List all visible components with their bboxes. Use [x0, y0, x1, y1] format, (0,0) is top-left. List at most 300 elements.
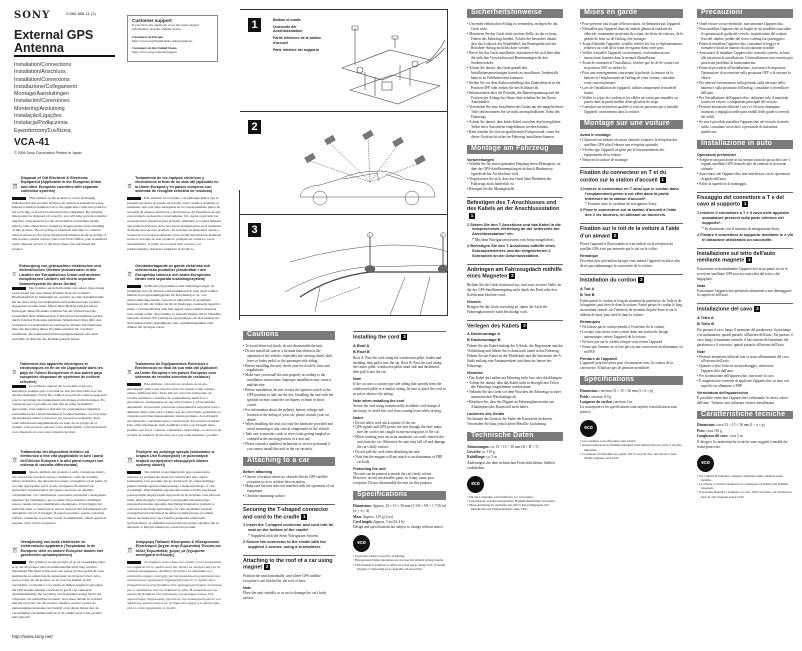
figure-reference-badge: 3: [756, 306, 759, 312]
spec-value: environ 110 g: [591, 394, 612, 399]
english-instructions-column-2: [353, 326, 446, 571]
support-us-link[interactable]: http://www.sony.com/navsupport: [132, 50, 177, 55]
weee-text: Ten symbol na produkcie lub jego opakowaniu oznacza, że produkt nie może być traktowany jako odpad komunalny, lecz powinno się go dostarczyć do odpowiedniego punktu zbiórki sprzętu elektrycznego i elektronicznego, w celu recyklingu. Odpowiednie zagospodarowanie wyrobu zapobiega potencjalnym negatywnym wpływom na środowisko oraz zdrowie ludzi, jakie mogłyby wystąpić w przypadku niewłaściwego zagospodarowania odpadów. Recykling materiałów pomoże w ochronie środowiska naturalnego. W celu uzyskania bardziej szczegółowych informacji na temat recyklingu tego produktu, należy skontaktować się z lokalną jednostką samorządu terytorialnego, ze służbami zagospodarowywania odpadów lub ze sklepem, w którym zakupiony został ten produkt.: [127, 470, 221, 530]
footnote: * Fournie avec le système de navigation Sony.: [585, 202, 658, 207]
note-label: Hinweis: [467, 299, 481, 304]
language-item: Installation/Connexions: [14, 76, 70, 83]
step-list: [243, 523, 335, 550]
crossed-bin-icon: [127, 540, 133, 560]
paragraph: Place the unit carefully so as not to damage the car's body surface.: [243, 590, 327, 600]
language-list: [14, 62, 77, 135]
step-item: B Roof B: [353, 348, 370, 354]
spec-key: Dimensioni:: [697, 423, 716, 428]
spec-row: [467, 455, 563, 460]
weee-body: [12, 196, 107, 251]
weee-text: Symbolen på produkten eller emballaget anger att produkten inte får hanteras som hushållsavfall. Den skall i stället lämnas in på uppsamlingsplats för återvinning av el- och elektronikkomponenter. Genom att säkerställa att produkten hanteras på rätt sätt bidrar du till att förebygga eventuella negativa miljö- och hälsoeffekter som kan uppstå om produkten kasseras som vanligt avfall. Återvinning av material hjälper till att bibehålla naturens resurser. För ytterligare upplysningar om återvinning bör du kontakta lokala myndigheter eller sophämtningstjänst eller affären där du köpte varan.: [127, 284, 221, 330]
paragraph: If the car uses a curtain type side airbag that spreads from the windscreen pillar or a similar airbag, be sure to place the cord so as not to obstruct the airbag.: [353, 382, 446, 396]
weee-body: [127, 470, 222, 530]
weee-title: Verwijdering van oude elektrische en elektronische apparaten (Toepasbaar in de Europese Unie en andere Europese landen met gescheiden ophaalsystemen): [20, 540, 104, 558]
bullet-item: • Lors de l'installation de l'appareil, utilisez uniquement le matériel fourni.: [580, 86, 683, 96]
language-item: Instalação/Ligações: [14, 113, 62, 120]
figure-reference-badge: 3: [403, 334, 406, 339]
spec-row: [467, 450, 563, 455]
subsection-heading: [580, 223, 683, 239]
bullet-item: • Notez que l'aimant ne se fixe pas sur une carrosserie en aluminium ou en FRP.: [580, 345, 683, 355]
bullet-item: • To avoid electrical shock, do not disassemble the unit.: [243, 344, 335, 349]
spec-row: [580, 389, 683, 394]
paragraph: Position the unit horizontally, and where GPS satellite reception is not blocked by the roof or boot.: [243, 574, 321, 584]
weee-notice: [127, 362, 222, 437]
note-label: Note: [697, 349, 706, 354]
spec-value: Approx. 110 g (4 oz): [362, 514, 393, 519]
step-list: [580, 287, 683, 298]
spec-value: circa 5 m: [729, 434, 743, 439]
bullet-item: • Beachten Sie, dass der Magnet an Fahrzeugkarosserien aus Aluminium oder Kunststoff nicht haftet.: [467, 400, 563, 410]
bullet-item: • When installing the unit, use only the hardware provided and avoid mounting to any critical components of the vehicle.: [243, 422, 335, 432]
bullet-item: • GPS signals and GPS power are sent through the unit; make sure the cord is not caught in any moving parts of the car.: [353, 425, 446, 435]
weee-body: [127, 284, 222, 330]
weee-notice: [12, 540, 107, 620]
weee-body: [12, 560, 107, 620]
specifications-list: [353, 504, 446, 525]
weee-title: Entsorgung von gebrauchten elektrischen und elektronischen Geräten (anzuwenden in den Ländern der Europäischen Union und anderen europäischen Ländern mit einem separaten Sammelsystem für diese Geräte): [19, 264, 101, 286]
bullet-item: • N'installez pas l'appareil dans un endroit gênant la conduite du véhicule, notamment au niveau du volant, du levier de vitesses, de la pédale de frein ou de l'airbag côté passager.: [580, 27, 683, 42]
eco-info: [353, 535, 446, 571]
section-heading: Technische Daten: [467, 432, 563, 441]
spec-value: circa 33 × 15 × 36 mm (l × a × p): [716, 423, 765, 428]
bullet-item: • Pour prévenir tout risque d'électrocution, ne démontez pas l'appareil.: [580, 22, 683, 27]
section-heading: Attaching to a car: [243, 457, 335, 466]
spec-key: Cord length:: [353, 519, 373, 524]
weee-header: [127, 450, 222, 470]
paragraph: Faites passer le cordon le long du montant du pare-brise, de l'aile et de la baguette, puis tirez-le dans la voiture. Faites passer le cordon le long du montant central, sur l'intérieur du montant du pare-brise et sur le tableau de bord, puis tirez-le dans la voiture.: [580, 298, 682, 318]
figure-reference-badge: 2: [511, 273, 514, 279]
weee-text: Questo simbolo sul prodotto o sulla confezione indica che il prodotto non deve essere considerato come un normale rifiuto domestico, ma deve invece essere consegnato ad un punto di raccolta appropriato per il riciclo di apparecchi elettrici ed elettronici. Assicurandovi che questo prodotto sia smaltito correttamente, voi contribuirete a prevenire potenziali conseguenze negative per l'ambiente e per la salute che potrebbero altrimenti essere causate dal suo smaltimento inadeguato. Il riciclaggio dei materiali aiuta a conservare le risorse naturali. Per informazioni più dettagliate circa il riciclaggio di questo prodotto, potete contattare l'ufficio comunale, il servizio locale di smaltimento rifiuti oppure il negozio dove l'avete acquistato.: [12, 470, 107, 525]
cradle-illustration: [330, 20, 445, 110]
bullet-item: • When washing your car in an automatic car wash, remove the unit from the car. Otherwise the unit may fall off and damage the car's body surface.: [353, 435, 446, 450]
bullet-item: • Bevor Sie das Gerät installieren, informieren Sie sich bitte über die örtlichen Vorschriften und Bestimmungen für den Straßenverkehr.: [467, 51, 563, 66]
step-list: [353, 344, 446, 355]
bullet-item: • Nehmen Sie das Gerät vor dem Waschen des Fahrzeugs in einer automatischen Waschanlage ab.: [467, 390, 563, 400]
bullet-item: • Per la rimozione dell'apparecchio, non tirare il cavo.: [697, 374, 793, 379]
spec-key: Kabellänge:: [467, 455, 486, 460]
title-divider: [14, 55, 115, 57]
eco-item: • Lead-free solder is used for soldering.: [353, 554, 446, 558]
spec-key: Peso:: [697, 428, 706, 433]
callout-a: A: [368, 233, 371, 238]
subsection-heading: [580, 167, 683, 183]
weee-text: Este símbolo, colocado no produto ou na sua embalagem, indica que este não deve ser tratado como resíduo urbano indiferenciado. Deve sim ser colocado num ponto de recolha destinado a resíduos de equipamentos eléctricos e electrónicos. Assegurando-se que este produto é correctamente depositado, irá prevenir potenciais consequências negativas para o ambiente bem como para a saúde, que de outra forma poderiam ser causadas pelo mau manuseamento destes produtos. A reciclagem dos materiais contribuirá para a conservação dos recursos naturais. Para obter informação mais detalhada sobre a reciclagem deste produto, por favor contacte o município onde reside, os serviços de recolha de resíduos da sua área ou a loja onde adquiriu o produto.: [127, 382, 222, 437]
copyright: © 2006 Sony Corporation Printed in Japan: [14, 151, 82, 155]
language-item: Montering/Anslutning: [14, 105, 65, 112]
bullet-list: [580, 22, 683, 115]
paragraph: Bringen Sie das Gerät vorsichtig an, damit der Lack der Fahrzeugkarosserie nicht beschädigt wird.: [467, 304, 548, 314]
step-item: B Dachmontage B: [467, 337, 501, 343]
bullet-item: • Prestare attenzione affinché i cavi o i fili non rimangano incastrati o impigliati nelle parti mobili delle guide scorrevoli dei sedili.: [697, 105, 793, 120]
eco-item: • Für die Lötpunkte wird bleifreies Lot verwendet.: [467, 495, 563, 499]
bullet-item: • Achten Sie darauf, dass das Kabel nicht in beweglichen Teilen des Fahrzeugs eingeklemmt werden kann.: [467, 381, 563, 391]
eco-list: [467, 495, 563, 512]
paragraph: Sie können das Gerät in der Farbe der Karosserie lackieren. Verwenden Sie dazu jedoch keine Metallic-Lackierung.: [467, 416, 553, 426]
support-intro: If you have any questions or for the latest support information, visit the website below:: [132, 23, 200, 32]
weee-body: [127, 196, 222, 251]
support-us-label: Customers in the United States: [132, 46, 177, 51]
bullet-item: • Do not allow cord slack outside of the car.: [353, 421, 446, 426]
figure-label: Parte inferiore del supporto: [273, 47, 319, 52]
bullet-item: • Quando si lava l'auto in un autolavaggio, rimuovere l'apparecchio dall'auto.: [697, 364, 793, 374]
eco-item: • Per i giunti di saldatura, vengono utilizzate leghe saldanti senza piombo.: [697, 474, 793, 482]
subsection-heading: [697, 192, 793, 208]
weee-notice: [127, 450, 222, 530]
figure-label: Bottom of cradle: [273, 18, 301, 22]
crossed-bin-icon: [12, 450, 17, 470]
note-label: Note when installing the cord: [353, 398, 405, 403]
bullet-item: • Make sure the unit does not interfere with the operation of car equipment.: [243, 484, 335, 494]
spec-key: Gewicht:: [467, 450, 481, 455]
bullet-item: • Um einen elektrischen Schlag zu vermeiden, zerlegen Sie das Gerät nicht.: [467, 22, 563, 32]
bullet-item: • Reinigen Sie die Montagestelle.: [467, 187, 563, 192]
figure-reference-badge: 1: [470, 212, 474, 218]
spec-value: ca. 110 g: [481, 450, 495, 455]
bullet-item: • Scegliere una posizione in cui nessun ostacolo possa bloccare i segnali satellitari GPS in modo tale da ottenere la ricezione ottimale.: [697, 158, 793, 173]
bullet-item: • Prima di installare l'apparecchio, consultare le leggi e le normative locali in materia di circolazione stradale.: [697, 42, 793, 52]
bullet-item: • Consultez un technicien qualifié si vous ne parvenez pas à installer l'appareil correctement dans la voiture.: [580, 105, 683, 115]
paragraph: Posizionare orizzontalmente l'apparecchio in un punto in cui la ricezione satellitare GPS non sia ostacolata dal tetto o dal bagagliaio.: [697, 266, 788, 281]
eco-list: [697, 474, 793, 499]
eco-info: [580, 420, 683, 460]
italian-instructions-column: [697, 4, 793, 499]
weee-text: This symbol on the product or on its packaging indicates that this product shall not be treated as household waste. Instead it shall be handed over to the applicable collection point for the recycling of electrical and electronic equipment. By ensuring this product is disposed of correctly, you will help prevent potential negative consequences for the environment and human health, which could otherwise be caused by inappropriate waste handling of this product. The recycling of materials will help to conserve natural resources. For more detailed information about recycling of this product, please contact your local Civic Office, your household waste disposal service or the shop where you purchased the product.: [12, 196, 107, 251]
bullet-item: • Pulire la superficie di montaggio.: [697, 182, 793, 187]
subsection-heading: [243, 555, 335, 571]
footnote: * Supplied with the Sony Navigation System.: [248, 534, 320, 539]
sony-logo: SONY: [14, 10, 51, 21]
bullet-item: • Avant d'installer l'appareil, veuillez vérifier les lois et réglementations relatives au code de la route en vigueur dans votre pays.: [580, 42, 683, 52]
eco-info-logo: eco: [697, 455, 714, 472]
weee-black-bar: [12, 561, 26, 564]
bullet-item: • Avant de commencer l'installation, vérifiez que la clé de contact est en position OFF ou retirez-la.: [580, 61, 683, 71]
bullet-item: • Clean the mounting surface.: [243, 494, 335, 499]
bullet-item: • Make sure you install the unit properly according to the installation instructions. Improper installation may cause a malfunction.: [243, 373, 335, 388]
eco-info-logo: eco: [467, 476, 484, 493]
weee-header: [127, 176, 222, 196]
paragraph: Secure the cord using commercially available cord clamps if necessary, to avoid the cord from coming loose while driving.: [353, 403, 442, 413]
eco-item: • Le schede a circuiti stampati non contengono ritardanti alla fiamma alogenati.: [697, 482, 793, 490]
bullet-item: • Onde evitare scosse elettriche, non smontare l'apparecchio.: [697, 22, 793, 27]
bullet-item: • Choose a location where no obstacle blocks GPS satellite reception so as to achieve best reception.: [243, 475, 335, 485]
figure-box: [240, 9, 448, 316]
subsection-title: Installing the cord: [353, 334, 400, 341]
weee-body: [12, 384, 107, 435]
subsection-heading: [243, 504, 335, 520]
bullet-item: • Assicurarsi che l'apparecchio non interferisca con le operazioni di guida dell'auto.: [697, 172, 793, 182]
bullet-item: • Verwenden Sie zum Installieren des Geräts nur die mitgelieferten Teile und montieren Sie sie nicht an empfindlichen Teilen des Fahrzeugs.: [467, 105, 563, 120]
weee-header: [127, 540, 222, 560]
figure-label: Unterseite der Anschlussstation: [273, 24, 303, 34]
step-list: [467, 223, 563, 259]
bullet-item: • Achten Sie darauf, das Gerät gemäß den Installationsanweisungen korrekt zu installieren. Andernfalls kann es zu Fehlfunktionen kommen.: [467, 66, 563, 81]
weee-title: Tratamiento de los equipos eléctricos y electrónicos al final de su vida útil (aplicable en la Unión Europea y en países europeos con sistemas de recogida selectiva de residuos): [135, 176, 219, 194]
spec-key: Poids :: [580, 394, 591, 399]
english-instructions-column: [243, 326, 335, 603]
crossed-bin-icon: [127, 450, 133, 470]
weee-black-bar: [12, 287, 26, 290]
bullet-item: • Before installation, be sure to turn the ignition switch to the OFF position or take out the key. Installing the unit with the ignition on may cause the car battery to drain or short circuit.: [243, 388, 335, 408]
figure-reference-badge: 3: [523, 322, 526, 328]
specifications-list: [697, 423, 793, 439]
spec-value: ca. 5 m: [486, 455, 497, 460]
step-item: A Tetto A: [697, 315, 714, 321]
figure-reference-badge: 2: [748, 257, 751, 263]
step-list: [580, 187, 683, 218]
bullet-list: [467, 22, 563, 140]
bullet-list: [243, 475, 335, 500]
weee-notice: [127, 540, 222, 611]
bullet-list: [697, 355, 793, 389]
step-item: A Dachmontage A: [467, 331, 501, 337]
eco-info: [697, 455, 793, 499]
section-heading: Montage am Fahrzeug: [467, 145, 563, 154]
figure-reference-badge: 1: [743, 201, 747, 207]
bullet-item: • Choisissez un endroit où aucun obstacle n'entrave la réception des satellites GPS afin d'obtenir une réception optimale.: [580, 138, 683, 148]
paragraph: La conception et les spécifications sont sujettes à modification sans préavis.: [580, 405, 677, 415]
step-item: B Tetto B: [697, 321, 714, 327]
spec-value: Approx. 33 × 15 × 36 mm (1 3/8 × 5/8 × 1 7/16 in) (w × h × d): [353, 504, 446, 514]
weee-body: [127, 560, 222, 611]
language-item: Montage/Aansluitingen: [14, 91, 69, 98]
bullet-item: • Montieren Sie das Gerät nicht an einer Stelle, an der es beim Fahren des Fahrzeugs hindert. Achten Sie besonders darauf, dass das Lenkrad, der Schalthebel, das Bremspedal und der Beifahrer-Airbag nicht blockiert werden.: [467, 32, 563, 52]
weee-body: [12, 470, 107, 525]
bullet-item: • Wählen Sie für einen optimalen Empfang einen Montageort, an dem der GPS-Satellitenempfang nicht durch Hindernisse irgendwelcher Art blockiert wird.: [467, 162, 563, 177]
section-heading: Montage sur une voiture: [580, 120, 683, 129]
language-item: Installation/Connections: [14, 62, 72, 68]
figure-reference-badge: 2: [613, 232, 617, 238]
subsection-title: Fixation sur le toit de la voiture à l'aide d'un aimant: [580, 226, 680, 239]
spec-value: environ 33 × 15 × 36 mm (l × h × p): [600, 389, 654, 394]
title-line-2: Antenna: [14, 41, 64, 55]
weee-notice: [127, 264, 222, 330]
spec-key: Lunghezza del cavo:: [697, 434, 729, 439]
step-item: 2 Fissare il connettore al supporto mediante le 2 viti in dotazione utilizzando un cacciavite.: [697, 231, 793, 242]
bullet-item: • Non installare l'apparecchio in luoghi in cui potrebbe ostacolare le operazioni di guida del veicolo, in particolare del volante, leva del cambio, pedale del freno o airbag lato passeggero.: [697, 27, 793, 42]
eco-item: • This manual is printed on 100% recycled paper using VOC (Volatile Organic Compound)-free vegetable oil-based ink.: [353, 563, 446, 571]
weee-notice: [127, 176, 222, 251]
paragraph: Führen Sie das Kabel entlang der A-Säule, der Regenrinne und der Verkleidung und führen Sie es dann nach innen in das Fahrzeug. Führen Sie das Kabel an der Mittelsäule und der Innenseite der A-Säule entlang zum Armaturenbrett und dann ins Innere des Fahrzeugs.: [467, 344, 563, 368]
bullet-item: • For information about the polarity, battery voltage and location of the airbag of your car, please consult your car dealer.: [243, 408, 335, 423]
spec-row: [697, 434, 793, 439]
step-item: 1 Inserire il connettore a T e il cavo nelle apposite scanalature presenti sulla parte inferiore del supporto*.: [697, 210, 789, 226]
weee-black-bar: [127, 383, 141, 386]
specifications-list: [467, 445, 563, 461]
crossed-bin-icon: [127, 362, 132, 382]
subsection-heading: [580, 274, 683, 284]
bullet-item: • Note that the magnet will not attach to an aluminium or FRP car body.: [353, 455, 446, 465]
spec-row: [697, 429, 793, 434]
eco-item: • Diese Anleitung ist gedruckt auf 100 % Recyclingpapier mit Druckfarbe auf Pflanzenölbasis ohne VOC.: [467, 503, 563, 511]
eco-item: • Aucun retardateur de flamme halogéné n'est utilisé dans les cartes à circuits imprimés.: [580, 443, 683, 451]
support-title: Customer support: [132, 18, 172, 23]
subsection-heading: [697, 248, 793, 264]
subsection-title: Fixation du connecteur en T et du cordon sur la station d'accueil: [580, 170, 667, 184]
subsection-title: Securing the T-shaped connector and cord to the cradle: [243, 507, 329, 521]
note-label: Lackieren des Geräts: [467, 411, 505, 416]
subsection-title: Anbringen am Fahrzeugdach mithilfe eines Magneten: [467, 266, 562, 280]
figure-reference-badge: 3: [640, 276, 643, 282]
weee-notice: [12, 450, 107, 525]
weee-black-bar: [12, 471, 26, 474]
weee-title: Disposal of Old Electrical & Electronic Equipment (Applicable in the European Union and other European countries with separate collection systems): [20, 176, 102, 194]
document-title: [14, 29, 93, 55]
step-item: A Roof A: [353, 342, 370, 348]
bullet-list: [467, 162, 563, 191]
eco-list: [353, 554, 446, 571]
weee-body: [127, 382, 222, 437]
figure-reference-badge: 2: [265, 564, 269, 570]
figure-panel-2: [240, 112, 447, 215]
step-item: A Toit A: [580, 285, 595, 291]
weee-text: Το σύμβολο αυτό επάνω στο προϊόν ή στη συσκευασία του σημαίνει ότι το προϊόν αυτό δεν πρέπει να πεταχτεί μαζί με τα οικιακά απορρίμματα. Αντίθετα, θα πρέπει να παραδοθεί στο κατάλληλο σημείο συλλογής για την ανακύκλωση ηλεκτρικού και ηλεκτρονικού εξοπλισμού. Εξασφαλίζοντας ότι το προϊόν αυτό απορρίπτεται σωστά, βοηθάτε στην πρόληψη αρνητικών συνεπειών για το περιβάλλον και την ανθρώπινη υγεία. Η ανακύκλωση των υλικών θα βοηθήσει στη διατήρηση των φυσικών πόρων. Για περισσότερες πληροφορίες σχετικά με την ανακύκλωση αυτού του προϊόντος, επικοινωνήστε με τις δημοτικές αρχές ή το κατάστημα από το οποίο αγοράσατε το προϊόν.: [127, 560, 222, 610]
weee-black-bar: [127, 197, 141, 200]
note-label: Operazioni preliminari: [697, 152, 736, 157]
paragraph: È possibile verniciare l'apparecchio utilizzando lo stesso colore dell'auto. Tuttavia, non utilizzare vernice metallizzata.: [697, 395, 788, 405]
bullet-item: • Lorsque vous lavez votre voiture dans une station de lavage automatique, retirez l'appareil de la voiture.: [580, 330, 683, 340]
paragraph: Placez l'appareil à l'horizontale et à un endroit où la réception du satellite GPS n'est pas entravée par le toit ou le coffre.: [580, 242, 673, 252]
figure-number-1: 1: [248, 18, 261, 32]
bullet-item: • Vérifiez que l'appareil ne gêne pas le fonctionnement des équipements de la voiture.: [580, 148, 683, 158]
spec-row: [697, 423, 793, 428]
title-line-1: External GPS: [14, 28, 94, 42]
note-label: Hinweise: [467, 370, 483, 375]
note-label: Peinture de l'appareil: [580, 356, 618, 361]
roof-cord-illustration: [280, 217, 448, 315]
spec-row: [580, 395, 683, 400]
bullet-item: • Prestare attenzione affinché non vi siano allentamenti del cavo all'esterno dell'auto.: [697, 355, 793, 365]
note-label: Nota: [697, 283, 706, 288]
weee-title: Απόρριψη Παλαιού Ηλεκτρικού & Ηλεκτρονικού Εξοπλισμού (Ισχύει στην Ευρωπαϊκή Ένωση και άλλες Ευρωπαϊκές χώρες με ξεχωριστά συστήματα συλλογής): [135, 540, 221, 558]
paragraph: The unit can be painted to match the car's body colour. However, do not use metallic paint, as it may cause poor reception. Do not disassemble the unit for this purpose.: [353, 471, 435, 486]
footnote: * In dotazione con il sistema di navigazione Sony.: [702, 226, 781, 231]
figure-reference-badge: 1: [303, 513, 306, 519]
bullet-item: • Achten Sie darauf, dass keine Kabel zwischen den beweglichen Teilen einer Sitzschiene eingeklemmt werden können.: [467, 120, 563, 130]
step-item: 2 Befestigen Sie den T-Anschluss mithilfe eines Schraubenziehers und der mitgelieferten 2 Schrauben an der Anschlussstation.: [467, 243, 556, 258]
paragraph: Far passare il cavo lungo il montante del parabrezza, il parafango e la modanatura, quindi portarlo all'interno dell'auto. Far passare il cavo lungo il montante centrale, il lato interno del montante del parabrezza e il cruscotto, quindi portarlo all'interno dell'auto.: [697, 327, 793, 347]
subsection-title: Attaching to the roof of a car using magnet: [243, 557, 333, 571]
figure-number-3: 3: [248, 223, 261, 237]
spec-row: [353, 504, 446, 514]
bullet-item: • Do not install the unit in a location that obstructs the operation of the vehicle, especially the steering wheel, shift lever or brake pedal, or the passenger side airbag.: [243, 349, 335, 364]
eco-info-logo: eco: [580, 420, 597, 437]
bullet-item: • Prima di procedere all'installazione, assicurarsi di impostare l'interruttore di accensione sulla posizione OFF o di estrarre la chiave.: [697, 66, 793, 81]
step-item: 1 Insérez le connecteur en T ainsi que le cordon dans l'emplacement prévu à cet effet dans la partie inférieure de la station d'accueil*.: [580, 185, 679, 201]
paragraph: Design and specifications are subject to change without notice.: [353, 525, 444, 530]
bullet-list: [467, 376, 563, 410]
step-list: [697, 211, 793, 242]
section-heading: Caratteristiche tecniche: [697, 411, 793, 420]
weee-black-bar: [127, 471, 141, 474]
bullet-item: • Vergewissern Sie sich, dass das Gerät beim Bedienen des Fahrzeugs nicht hinderlich ist.: [467, 177, 563, 187]
bullet-list: [353, 421, 446, 465]
bullet-item: • Ne tirez pas sur le cordon lorsque vous retirez l'appareil.: [580, 340, 683, 345]
spec-key: Mass:: [353, 514, 363, 519]
spec-row: [353, 515, 446, 520]
weee-notice: [12, 176, 107, 251]
bullet-list: [697, 158, 793, 187]
crossed-bin-icon: [127, 264, 132, 284]
spec-row: [353, 520, 446, 525]
eco-item: • Il presente manuale è stampato su carta 100% riciclata con inchiostri a base di olio vegetale senza COV.: [697, 490, 793, 498]
eco-list: [580, 439, 683, 460]
bullet-item: • Stellen Sie vor dem Einbau unbedingt den Zündschlüssel in die Position OFF oder ziehen Sie den Schlüssel ab.: [467, 81, 563, 91]
sony-url-link[interactable]: http://www.sony.net/: [12, 634, 53, 639]
bullet-item: • Il magnete non consente di applicare l'apparecchio su auto con superfici in alluminio o FRP.: [697, 379, 793, 389]
footnote: * Mit dem Navigationssystem von Sony mitgeliefert.: [472, 238, 555, 243]
language-item: Εγκατάσταση/Συνδέσεις: [14, 127, 72, 134]
weee-notice: [12, 264, 107, 341]
bullet-item: • Se non è possibile installare l'apparecchio nel veicolo in modo saldo, consultare un tecnico o personale di assistenza qualificato.: [697, 120, 793, 135]
weee-black-bar: [127, 285, 141, 288]
weee-text: Este símbolo en el equipo o el embalaje indica que el presente producto no puede ser tratado como residuos domésticos normales, sino que debe entregarse en el correspondiente punto de recogida de equipos eléctricos y electrónicos. Al asegurarse de que este producto se desecha correctamente, Ud. ayuda a prevenir las consecuencias negativas para el medio ambiente y la salud humana que podrían derivarse de la incorrecta manipulación en el momento de deshacerse de este producto. El reciclaje de materiales ayuda a conservar los recursos naturales. Para recibir información detallada sobre el reciclaje de este producto, póngase en contacto con el ayuntamiento, el punto de recogida más cercano o el establecimiento donde ha adquirido el producto.: [127, 196, 222, 251]
weee-title: Omhändertagande av gamla elektriska och elektroniska produkter (Användbar i den Europeiska Unionen och andra Europeiska länder med separata insamlingssystem): [135, 264, 211, 282]
eco-item: • Halogenated flame retardants are not used in printed wiring boards.: [353, 558, 446, 562]
weee-header: [12, 264, 107, 286]
figure-panel-3: [240, 215, 447, 316]
language-item: Installation/Anschluss: [14, 69, 66, 76]
callout-b: B: [441, 233, 444, 238]
section-heading: Mises en garde: [580, 9, 683, 18]
weee-header: [12, 362, 107, 384]
subsection-heading: [467, 320, 563, 330]
note-label: Avant le montage: [580, 133, 611, 138]
bullet-item: • Veillez à installer l'appareil correctement, conformément aux instructions fournies dans le manuel d'installation.: [580, 51, 683, 61]
spec-row: [467, 445, 563, 450]
crossed-bin-icon: [12, 540, 18, 560]
bullet-item: • Veillez à ce que les cordons et les câbles ne soient pas emmêlés ou pincés dans la partie mobile d'une glissière de siège.: [580, 96, 683, 106]
weee-header: [127, 362, 222, 382]
bullet-item: • Before installing the unit, check your local traffic laws and regulations.: [243, 364, 335, 374]
language-item: Installazione/Collegamenti: [14, 83, 77, 90]
spec-key: Abmessungen:: [467, 444, 490, 449]
support-europe-link[interactable]: http://www.sonydigital-link.com/navigation/: [132, 38, 193, 43]
subsection-title: Befestigen des T-Anschlusses und des Kabels an der Anschlussstation: [467, 199, 560, 213]
spec-value: environ 5 m: [614, 399, 633, 404]
weee-black-bar: [12, 197, 26, 200]
weee-black-bar: [127, 561, 141, 564]
step-item: 1 Setzen Sie den T-Anschluss und das Kabel in die entsprechende Vertiefung an der Unterseite der Anschlussstation* ein.: [467, 221, 561, 237]
step-item: 1 Insert the T-shaped connector and cord into its seat on the bottom of the cradle*.: [243, 522, 334, 533]
note-label: Note: [353, 377, 362, 382]
bullet-list: [243, 344, 335, 452]
weee-body: [12, 286, 107, 341]
bullet-item: • Do not pull the cord when detaching the unit.: [353, 450, 446, 455]
spec-value: ca. 33 × 15 × 36 mm (B × H × T): [490, 444, 539, 449]
note-label: Vorbereitungen: [467, 157, 494, 162]
weee-header: [12, 540, 107, 560]
paragraph: Posizionare l'apparecchio prestando attenzione a non danneggiare la superficie dell'auto.: [697, 288, 792, 298]
paragraph: Il design e le caratteristiche tecniche sono soggetti a modifiche senza preavviso.: [697, 439, 788, 449]
subsection-heading: [697, 303, 793, 313]
paragraph: Änderungen, die dem technischen Fortschritt dienen, bleiben vorbehalten.: [467, 460, 555, 470]
figure-label: Partie inférieure de la station d'accueil: [273, 36, 322, 45]
bullet-item: • Informationen über die Polarität, die Batteriespannung und die Position der Airbags bei Ihrem Auto erhalten Sie bei Ihrem Autohändler.: [467, 91, 563, 106]
weee-text: Het symbool op het product of op de verpakking wijst erop dat dit product niet als huishoudelijk afval mag worden behandeld. Het moet echter naar een plaats worden gebracht waar elektrische en elektronische apparatuur wordt gerecycled. Als u ervoor zorgt dat dit product op de correcte manier wordt verwijderd, voorkomt u voor mens en milieu negatieve gevolgen die zich zouden kunnen voordoen in geval van verkeerde afvalbehandeling. De recycling van materialen draagt bij tot het vrijwaren van natuurlijke bronnen. Voor meer details in verband met het recyclen van dit product, neemt u contact op met de gemeentelijke instanties, het bedrijf of de dienst belast met de verwijdering van huishoudafval of de winkel waar u het product hebt gekocht.: [12, 560, 105, 620]
paragraph: Richten Sie das Gerät horizontal aus, und zwar an einer Stelle, an der der GPS-Satellitenempfang nicht durch das Dach oder den Kofferraum blockiert wird.: [467, 283, 562, 297]
weee-title: Traitement des appareils électriques et électroniques en fin de vie (Applicable dans les pays de l'Union Européenne et aux autres pays européens disposant de systèmes de collecte sélective): [19, 362, 103, 384]
spec-key: Dimensions :: [580, 389, 600, 394]
figure-number-2: 2: [248, 120, 261, 134]
bullet-list: [580, 138, 683, 163]
subsection-title: Installazione sul tetto dell'auto mediante magnete: [697, 250, 776, 264]
subsection-title: Installazione del cavo: [697, 306, 753, 313]
